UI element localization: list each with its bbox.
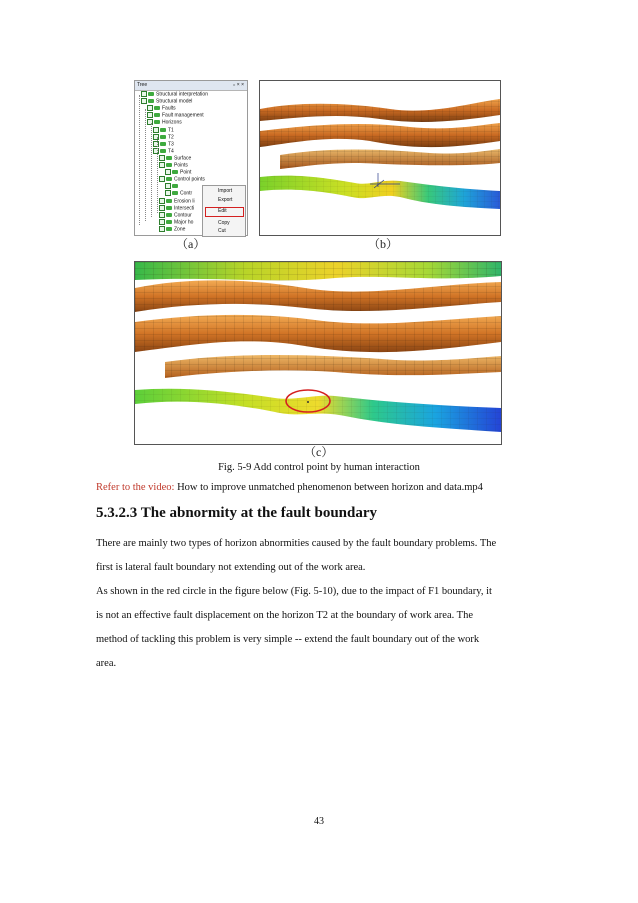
horizon-view-c bbox=[134, 261, 502, 445]
tree-item[interactable] bbox=[141, 91, 208, 98]
tree-item[interactable] bbox=[159, 176, 205, 183]
checkbox-icon[interactable] bbox=[141, 91, 147, 97]
tree-item-label: T3 bbox=[168, 141, 174, 148]
checkbox-icon[interactable] bbox=[159, 205, 165, 211]
folder-icon bbox=[154, 106, 160, 110]
horizon-render-b bbox=[260, 81, 500, 235]
checkbox-icon[interactable] bbox=[153, 148, 159, 154]
menu-item-export[interactable]: Export bbox=[218, 197, 233, 203]
paragraph-line-4: is not an effective fault displacement on the horizon T2 at the boundary of work area. The bbox=[96, 610, 474, 621]
folder-icon bbox=[166, 163, 172, 167]
folder-icon bbox=[148, 92, 154, 96]
tree-item-label: T4 bbox=[168, 148, 174, 155]
checkbox-icon[interactable] bbox=[159, 226, 165, 232]
tree-item-label: T1 bbox=[168, 126, 174, 133]
tree-item-label: T2 bbox=[168, 133, 174, 140]
tree-item-label: Point bbox=[180, 169, 192, 176]
folder-icon bbox=[166, 177, 172, 181]
checkbox-icon[interactable] bbox=[159, 155, 165, 161]
tree-item[interactable] bbox=[147, 112, 204, 119]
edit-highlight-box bbox=[205, 207, 244, 217]
folder-icon bbox=[154, 120, 160, 124]
folder-icon bbox=[172, 191, 178, 195]
tree-item-label: Major ho bbox=[174, 219, 194, 226]
tree-item-label: Contour bbox=[174, 212, 192, 219]
folder-icon bbox=[160, 142, 166, 146]
checkbox-icon[interactable] bbox=[147, 119, 153, 125]
checkbox-icon[interactable] bbox=[165, 169, 171, 175]
tree-item-label: Fault management bbox=[162, 112, 204, 119]
paragraph-line-3: As shown in the red circle in the figure below (Fig. 5-10), due to the impact of F1 boundary, it bbox=[96, 586, 492, 597]
tree-item[interactable] bbox=[147, 105, 176, 112]
tree-item[interactable] bbox=[147, 119, 182, 126]
section-heading: 5.3.2.3 The abnormity at the fault boundary bbox=[96, 505, 378, 521]
checkbox-icon[interactable] bbox=[159, 176, 165, 182]
checkbox-icon[interactable] bbox=[165, 190, 171, 196]
folder-icon bbox=[166, 206, 172, 210]
video-reference bbox=[96, 482, 483, 493]
context-menu bbox=[202, 185, 246, 237]
tree-item-label: Structural model bbox=[156, 98, 193, 105]
video-reference-lead: Refer to the video: bbox=[96, 482, 175, 493]
folder-icon bbox=[172, 170, 178, 174]
panel-label-b: （b） bbox=[368, 237, 399, 251]
tree-item-label: Erosion li bbox=[174, 197, 195, 204]
checkbox-icon[interactable] bbox=[147, 112, 153, 118]
tree-connector-line bbox=[145, 109, 146, 221]
horizon-render-c bbox=[135, 262, 501, 444]
checkbox-icon[interactable] bbox=[153, 127, 159, 133]
folder-icon bbox=[166, 213, 172, 217]
tree-item[interactable] bbox=[159, 198, 195, 205]
paragraph-line-2: first is lateral fault boundary not extending out of the work area. bbox=[96, 562, 366, 573]
folder-icon bbox=[166, 156, 172, 160]
tree-connector-line bbox=[139, 95, 140, 225]
folder-icon bbox=[166, 199, 172, 203]
checkbox-icon[interactable] bbox=[159, 212, 165, 218]
tree-item-label: Intersecti bbox=[174, 204, 195, 211]
tree-window-buttons[interactable]: ₌ × × bbox=[232, 82, 244, 88]
figure-caption: Fig. 5-9 Add control point by human interaction bbox=[218, 462, 420, 473]
paragraph-line-5: method of tackling this problem is very simple -- extend the fault boundary out of the work bbox=[96, 634, 480, 645]
folder-icon bbox=[160, 135, 166, 139]
horizon-view-b bbox=[259, 80, 501, 236]
tree-header bbox=[135, 81, 247, 91]
folder-icon bbox=[154, 113, 160, 117]
tree-item[interactable] bbox=[159, 226, 185, 233]
page-number: 43 bbox=[314, 816, 324, 827]
checkbox-icon[interactable] bbox=[153, 134, 159, 140]
tree-item-label: Zone bbox=[174, 226, 186, 233]
checkbox-icon[interactable] bbox=[141, 98, 147, 104]
folder-icon bbox=[166, 220, 172, 224]
folder-icon bbox=[160, 128, 166, 132]
folder-icon bbox=[160, 149, 166, 153]
tree-title: Tree bbox=[137, 82, 148, 88]
folder-icon bbox=[148, 99, 154, 103]
checkbox-icon[interactable] bbox=[165, 183, 171, 189]
folder-icon bbox=[166, 227, 172, 231]
tree-item[interactable] bbox=[159, 212, 192, 219]
checkbox-icon[interactable] bbox=[147, 105, 153, 111]
menu-item-import[interactable]: Import bbox=[218, 188, 233, 194]
tree-item[interactable] bbox=[141, 98, 192, 105]
menu-item-cut[interactable]: Cut bbox=[218, 228, 226, 234]
video-reference-link[interactable]: How to improve unmatched phenomenon between horizon and data.mp4 bbox=[174, 482, 483, 493]
panel-label-a: （a） bbox=[176, 237, 206, 251]
checkbox-icon[interactable] bbox=[159, 198, 165, 204]
tree-item-label: Structural interpretation bbox=[156, 91, 208, 98]
control-point-marker bbox=[307, 401, 309, 403]
tree-item[interactable] bbox=[153, 127, 174, 134]
tree-item-label: Faults bbox=[162, 105, 176, 112]
tree-item[interactable] bbox=[159, 219, 193, 226]
paragraph-line-1: There are mainly two types of horizon abnormities caused by the fault boundary problems. The bbox=[96, 538, 497, 549]
checkbox-icon[interactable] bbox=[159, 219, 165, 225]
tree-item-label: Contr bbox=[180, 190, 193, 197]
tree-item[interactable] bbox=[159, 205, 194, 212]
tree-item-label: Points bbox=[174, 162, 188, 169]
folder-icon bbox=[172, 184, 178, 188]
tree-item[interactable] bbox=[165, 169, 191, 176]
menu-item-edit[interactable]: Edit bbox=[218, 208, 227, 214]
tree-connector-line bbox=[151, 123, 152, 217]
tree-connector-line bbox=[157, 137, 158, 213]
tree-item-label: Surface bbox=[174, 155, 192, 162]
checkbox-icon[interactable] bbox=[153, 141, 159, 147]
tree-item[interactable] bbox=[159, 162, 188, 169]
tree-item[interactable] bbox=[159, 155, 191, 162]
tree-item[interactable] bbox=[165, 183, 180, 190]
tree-item-label: Control points bbox=[174, 176, 205, 183]
panel-label-c: （c） bbox=[304, 445, 334, 459]
tree-item-label: Horizons bbox=[162, 119, 182, 126]
checkbox-icon[interactable] bbox=[159, 162, 165, 168]
menu-item-copy[interactable]: Copy bbox=[218, 220, 230, 226]
paragraph-line-6: area. bbox=[96, 658, 117, 669]
tree-item[interactable] bbox=[165, 190, 192, 197]
